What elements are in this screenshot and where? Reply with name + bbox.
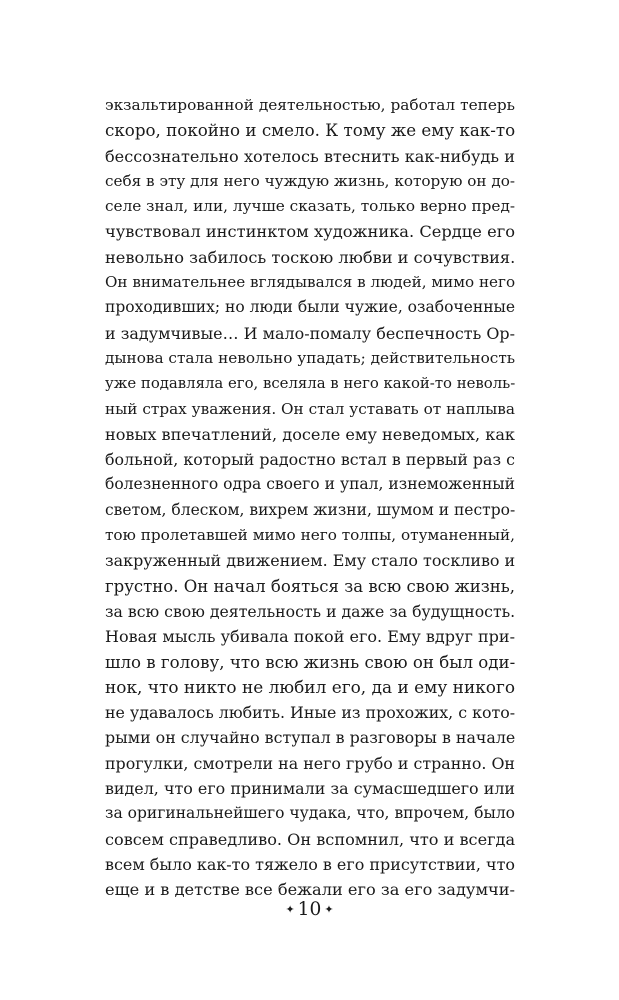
text-line: рыми он случайно вступал в разговоры в начале — [105, 728, 516, 748]
text-line: за всю свою деятельность и даже за будущность. — [105, 601, 516, 621]
text-line: экзальтированной деятельностью, работал теперь — [105, 96, 515, 114]
text-line: ный страх уважения. Он стал уставать от наплыва — [105, 399, 515, 418]
page-number-footer — [0, 898, 619, 922]
text-line: болезненного одра своего и упал, изнеможенный — [105, 475, 515, 494]
text-line: видел, что его принимали за сумасшедшего или — [105, 779, 515, 799]
text-line: селе знал, или, лучше сказать, только верно пред- — [105, 197, 515, 216]
text-line: больной, который радостно встал в первый раз с — [105, 450, 515, 470]
text-line: совсем справедливо. Он вспомнил, что и всегда — [105, 829, 516, 849]
text-line: проходивших; но люди были чужие, озабоченные — [105, 298, 516, 317]
ornament-left-icon: ✦ — [285, 903, 295, 916]
text-line: закруженный движением. Ему стало тоскливо и — [105, 551, 516, 571]
text-line: Новая мысль убивала покой его. Ему вдруг при- — [105, 627, 515, 647]
text-line: прогулки, смотрели на него грубо и странно. Он — [105, 753, 515, 773]
text-line: не удавалось любить. Иные из прохожих, с кото- — [105, 703, 516, 723]
text-line: уже подавляла его, вселяла в него какой-то неволь- — [105, 374, 516, 393]
text-line: себя в эту для него чуждую жизнь, которую он до- — [105, 171, 515, 190]
body-text — [105, 93, 515, 903]
text-line: грустно. Он начал бояться за всю свою жизнь, — [105, 576, 515, 596]
text-line: шло в голову, что всю жизнь свою он был оди- — [105, 652, 516, 672]
text-line: и задумчивые… И мало-помалу беспечность Ор- — [105, 323, 515, 343]
text-line: Он внимательнее вглядывался в людей, мимо него — [105, 273, 516, 292]
text-line: чувствовал инстинктом художника. Сердце его — [105, 222, 515, 242]
text-line: за оригинальнейшего чудака, что, впрочем, было — [105, 804, 515, 823]
text-line: скоро, покойно и смело. К тому же ему как-то — [105, 121, 516, 141]
page-number: 10 — [297, 899, 322, 920]
text-line: новых впечатлений, доселе ему неведомых, как — [105, 424, 515, 444]
text-line: дынова стала невольно упадать; действительность — [105, 348, 516, 367]
text-line: еще и в детстве все бежали его за его задумчи- — [105, 880, 515, 900]
text-line: светом, блеском, вихрем жизни, шумом и пестро- — [105, 500, 516, 519]
text-line: невольно забилось тоскою любви и сочувствия. — [105, 247, 516, 267]
text-line: тою пролетавшей мимо него толпы, отуманенный, — [105, 526, 515, 545]
text-line: всем было как-то тяжело в его присутствии, что — [105, 854, 515, 874]
ornament-right-icon: ✦ — [324, 903, 334, 916]
text-line: нок, что никто не любил его, да и ему никого — [105, 676, 515, 697]
text-line: бессознательно хотелось втеснить как-нибудь и — [105, 146, 515, 166]
